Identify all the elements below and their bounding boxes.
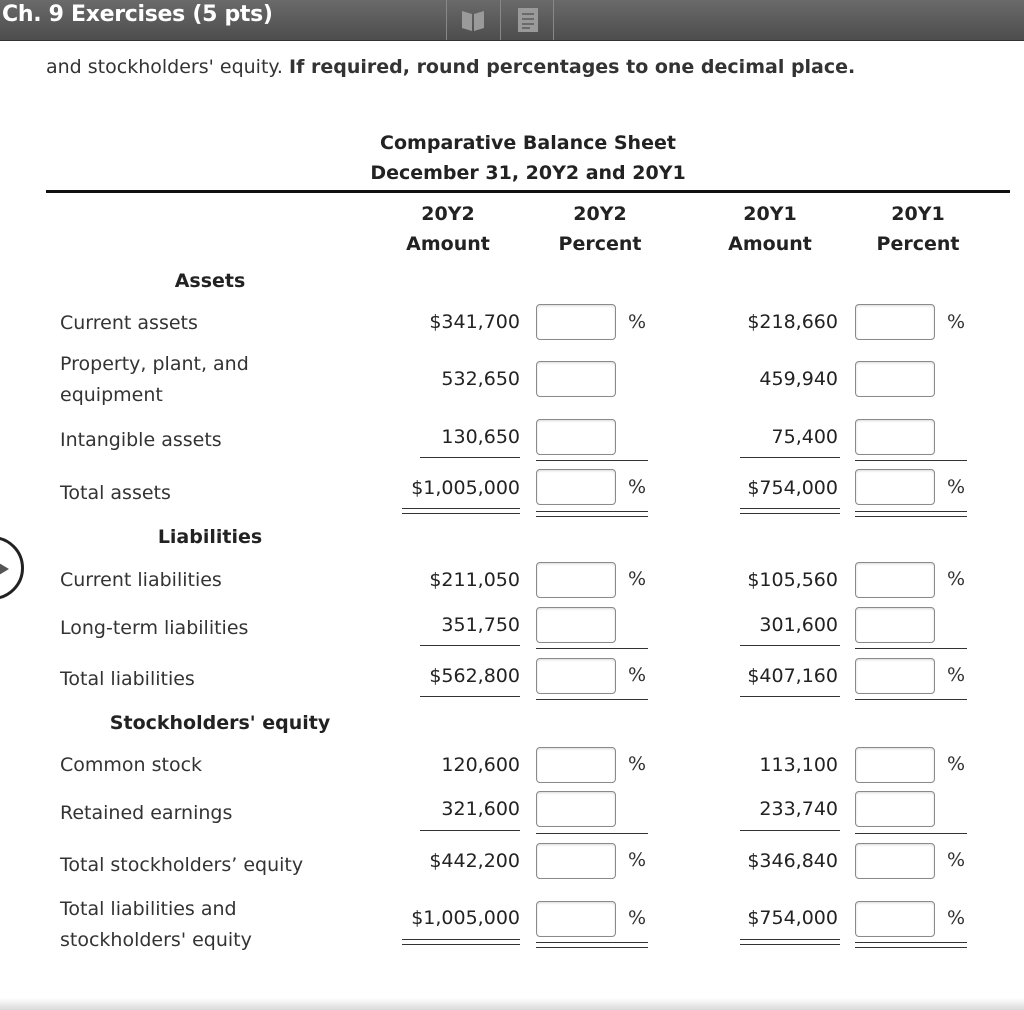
percent-input-20y2-current-assets[interactable] (536, 304, 616, 340)
chevron-right-icon (0, 561, 11, 577)
percent-sign: % (947, 568, 966, 590)
subtotal-rule (855, 833, 967, 834)
percent-input-20y1-current-liabilities[interactable] (855, 562, 935, 598)
amount-20y1-total-stockholders-equity: $346,840 (747, 850, 838, 872)
toolbar-divider (553, 0, 554, 40)
subtotal-rule (536, 833, 648, 834)
percent-input-20y1-intangible-assets[interactable] (855, 419, 935, 455)
percent-sign: % (628, 476, 647, 498)
total-double-rule (740, 939, 840, 945)
total-rule (420, 696, 520, 697)
percent-input-20y2-retained-earnings[interactable] (536, 791, 616, 827)
subtotal-rule (740, 830, 840, 831)
percent-input-20y1-total-liabilities-and-equity[interactable] (855, 901, 935, 937)
percent-input-20y2-current-liabilities[interactable] (536, 562, 616, 598)
percent-input-20y1-total-stockholders-equity[interactable] (855, 843, 935, 879)
amount-20y2-ppe: 532,650 (441, 368, 520, 390)
total-double-rule (855, 942, 967, 948)
row-label-total-stockholders-equity: Total stockholders’ equity (60, 854, 304, 876)
percent-sign: % (947, 753, 966, 775)
percent-sign: % (628, 568, 647, 590)
percent-input-20y2-total-liabilities-and-equity[interactable] (536, 901, 616, 937)
percent-input-20y2-ppe[interactable] (536, 361, 616, 397)
percent-input-20y2-long-term-liabilities[interactable] (536, 607, 616, 643)
section-liabilities: Liabilities (157, 526, 263, 548)
percent-input-20y2-common-stock[interactable] (536, 747, 616, 783)
percent-sign: % (947, 849, 966, 871)
col-header-20y1-amount: 20Y1 Amount (728, 203, 812, 255)
row-label-intangible-assets: Intangible assets (60, 429, 222, 451)
sheet-date: December 31, 20Y2 and 20Y1 (370, 162, 686, 184)
assignment-title: Ch. 9 Exercises (5 pts) (2, 2, 273, 27)
subtotal-rule (536, 648, 648, 649)
percent-sign: % (947, 476, 966, 498)
percent-sign: % (628, 849, 647, 871)
total-rule (536, 699, 648, 700)
total-rule (855, 699, 967, 700)
total-double-rule (536, 942, 648, 948)
amount-20y1-total-assets: $754,000 (747, 477, 838, 499)
percent-input-20y1-retained-earnings[interactable] (855, 791, 935, 827)
subtotal-rule (420, 457, 520, 458)
percent-sign: % (628, 311, 647, 333)
subtotal-rule (740, 457, 840, 458)
subtotal-rule (420, 645, 520, 646)
row-label-retained-earnings: Retained earnings (60, 802, 233, 824)
header-rule (46, 190, 1010, 193)
percent-input-20y1-current-assets[interactable] (855, 304, 935, 340)
amount-20y1-common-stock: 113,100 (759, 754, 838, 776)
sheet-title: Comparative Balance Sheet (380, 132, 676, 154)
percent-input-20y1-ppe[interactable] (855, 361, 935, 397)
amount-20y2-current-liabilities: $211,050 (429, 569, 520, 591)
percent-sign: % (947, 311, 966, 333)
amount-20y2-common-stock: 120,600 (441, 754, 520, 776)
percent-input-20y1-common-stock[interactable] (855, 747, 935, 783)
percent-input-20y2-total-stockholders-equity[interactable] (536, 843, 616, 879)
total-double-rule (740, 508, 840, 514)
row-label-total-liabilities: Total liabilities (60, 668, 195, 690)
percent-input-20y2-total-liabilities[interactable] (536, 658, 616, 694)
percent-input-20y1-total-liabilities[interactable] (855, 658, 935, 694)
section-stockholders-equity: Stockholders' equity (109, 712, 331, 734)
row-label-common-stock: Common stock (60, 754, 203, 776)
row-label-total-liabilities-and-equity: Total liabilities and stockholders' equity (60, 898, 252, 951)
amount-20y1-current-liabilities: $105,560 (747, 569, 838, 591)
row-label-long-term-liabilities: Long-term liabilities (60, 617, 249, 639)
percent-sign: % (628, 664, 647, 686)
amount-20y2-current-assets: $341,700 (429, 311, 520, 333)
row-label-total-assets: Total assets (60, 482, 171, 504)
row-label-current-assets: Current assets (60, 312, 198, 334)
amount-20y2-total-liabilities-and-equity: $1,005,000 (411, 907, 520, 929)
percent-sign: % (947, 907, 966, 929)
next-arrow-button[interactable] (0, 536, 24, 600)
amount-20y1-total-liabilities: $407,160 (747, 665, 838, 687)
col-header-20y2-percent: 20Y2 Percent (558, 203, 642, 255)
percent-input-20y1-long-term-liabilities[interactable] (855, 607, 935, 643)
section-assets: Assets (174, 270, 246, 292)
subtotal-rule (420, 830, 520, 831)
toolbar-divider (500, 0, 501, 40)
row-label-property-plant-equipment: Property, plant, and equipment (60, 353, 249, 406)
amount-20y2-intangible-assets: 130,650 (441, 426, 520, 448)
toolbar-divider (446, 0, 447, 40)
instruction-text: and stockholders' equity. If required, round percentages to one decimal place. (46, 56, 856, 78)
percent-sign: % (628, 907, 647, 929)
subtotal-rule (740, 645, 840, 646)
total-double-rule (402, 939, 520, 945)
amount-20y1-total-liabilities-and-equity: $754,000 (747, 907, 838, 929)
amount-20y2-total-liabilities: $562,800 (429, 665, 520, 687)
total-rule (740, 696, 840, 697)
amount-20y2-total-assets: $1,005,000 (411, 477, 520, 499)
total-double-rule (402, 508, 520, 514)
amount-20y1-intangible-assets: 75,400 (771, 426, 838, 448)
percent-input-20y2-total-assets[interactable] (536, 469, 616, 505)
amount-20y1-current-assets: $218,660 (747, 311, 838, 333)
percent-sign: % (628, 753, 647, 775)
row-label-current-liabilities: Current liabilities (60, 569, 222, 591)
total-double-rule (536, 511, 648, 517)
document-icon[interactable] (512, 6, 544, 34)
amount-20y1-retained-earnings: 233,740 (759, 798, 838, 820)
subtotal-rule (855, 460, 967, 461)
percent-sign: % (947, 664, 966, 686)
subtotal-rule (536, 460, 648, 461)
bottom-edge (0, 998, 1024, 1010)
amount-20y2-retained-earnings: 321,600 (441, 798, 520, 820)
amount-20y1-ppe: 459,940 (759, 368, 838, 390)
col-header-20y1-percent: 20Y1 Percent (876, 203, 960, 255)
subtotal-rule (855, 648, 967, 649)
col-header-20y2-amount: 20Y2 Amount (406, 203, 490, 255)
amount-20y1-long-term-liabilities: 301,600 (759, 614, 838, 636)
percent-input-20y1-total-assets[interactable] (855, 469, 935, 505)
amount-20y2-long-term-liabilities: 351,750 (441, 614, 520, 636)
amount-20y2-total-stockholders-equity: $442,200 (429, 850, 520, 872)
total-double-rule (855, 511, 967, 517)
book-icon[interactable] (457, 6, 489, 34)
percent-input-20y2-intangible-assets[interactable] (536, 419, 616, 455)
